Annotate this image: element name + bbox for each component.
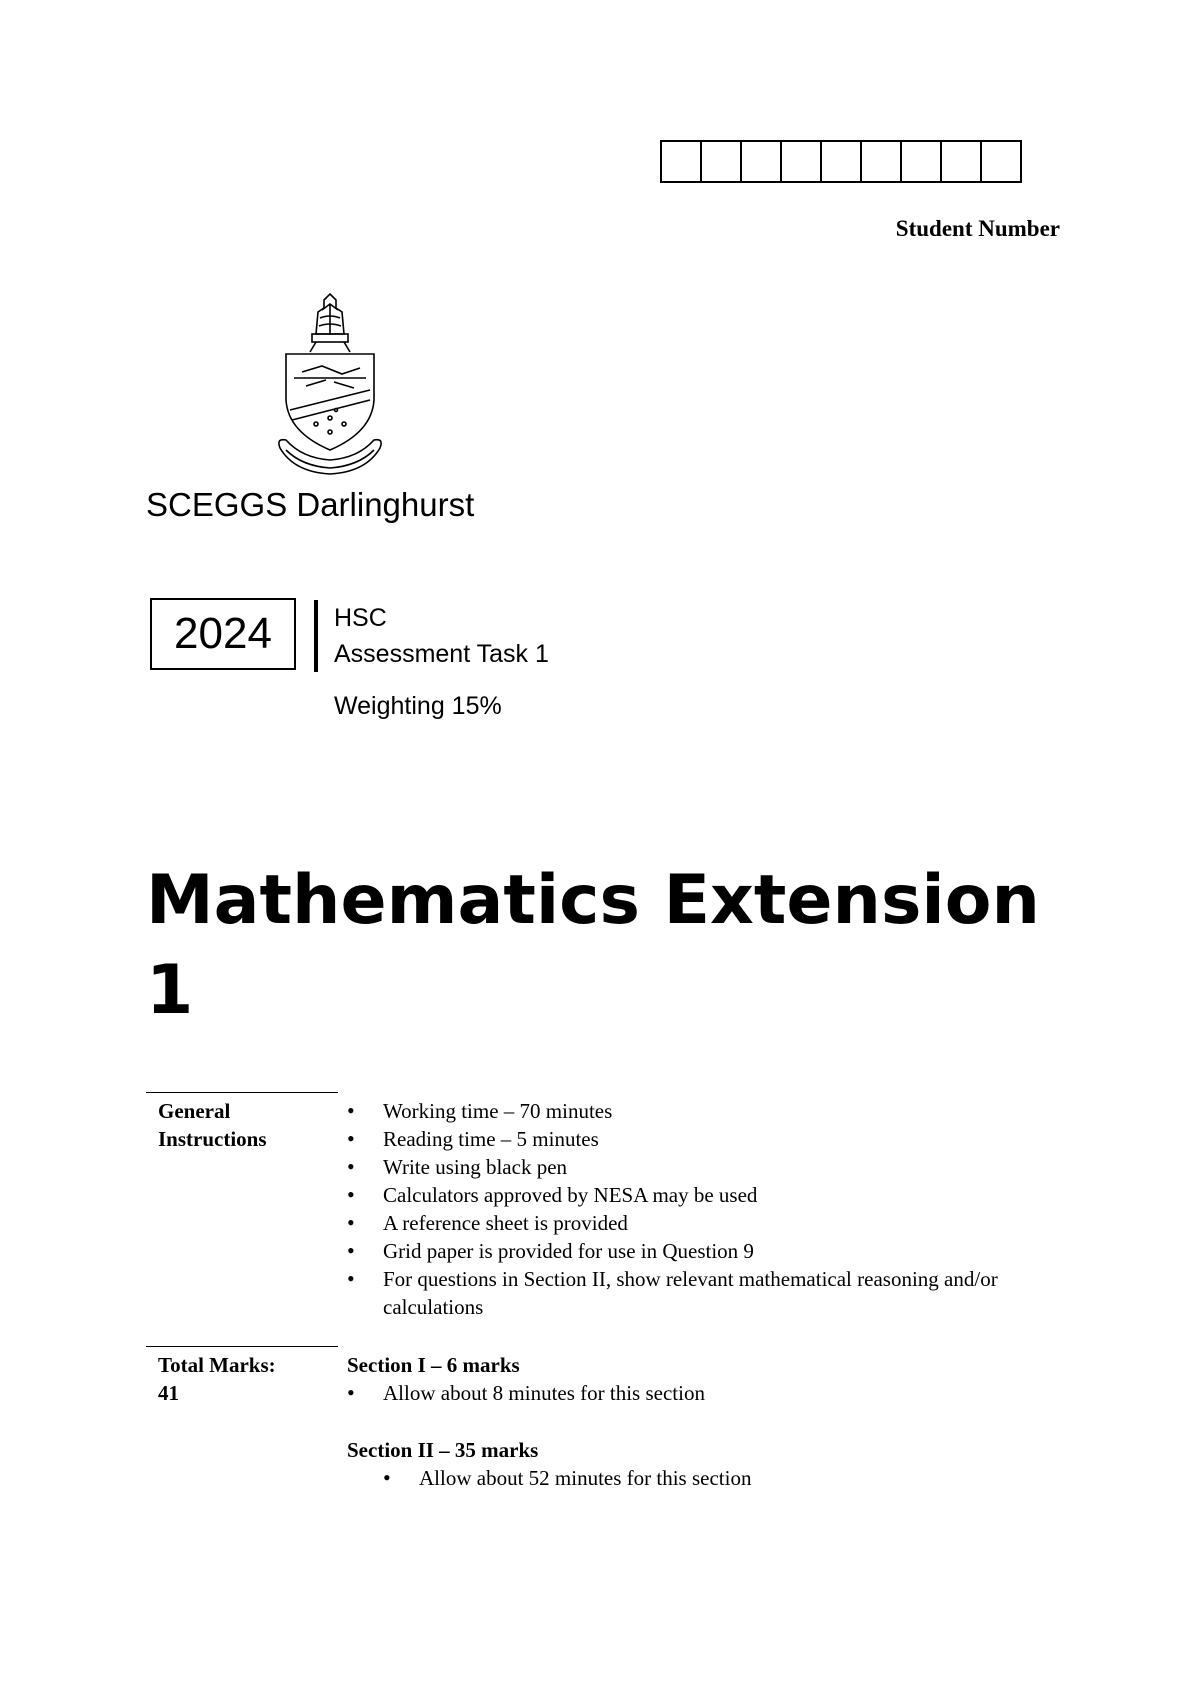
list-item: • Reading time – 5 minutes: [347, 1125, 1047, 1153]
student-number-boxes[interactable]: [660, 140, 1022, 183]
school-name: SCEGGS Darlinghurst: [146, 486, 475, 523]
list-item: • Working time – 70 minutes: [347, 1097, 1047, 1125]
total-marks-label: Total Marks:: [158, 1353, 276, 1377]
student-number-digit-box[interactable]: [940, 140, 982, 183]
student-number-digit-box[interactable]: [820, 140, 862, 183]
school-crest-logo: [272, 290, 388, 480]
student-number-digit-box[interactable]: [900, 140, 942, 183]
task-name: Assessment Task 1: [334, 640, 549, 668]
student-number-digit-box[interactable]: [740, 140, 782, 183]
task-type: HSC: [334, 604, 387, 632]
student-number-digit-box[interactable]: [660, 140, 702, 183]
student-number-label: Student Number: [895, 216, 1060, 241]
divider: [314, 600, 318, 672]
general-instructions-label: General Instructions: [158, 1099, 267, 1151]
task-weighting: Weighting 15%: [334, 692, 502, 720]
section-1-title: Section I – 6 marks: [347, 1353, 520, 1377]
list-item: • For questions in Section II, show relevant mathematical reasoning and/or calculations: [347, 1265, 1047, 1321]
list-item: • Allow about 52 minutes for this section: [383, 1464, 1043, 1492]
total-marks-value: 41: [158, 1381, 179, 1405]
year-box: 2024: [150, 598, 296, 670]
divider: [146, 1346, 338, 1347]
list-item: • Grid paper is provided for use in Question 9: [347, 1237, 1047, 1265]
subject-title: Mathematics Extension 1: [146, 861, 1040, 1030]
divider: [146, 1092, 338, 1093]
student-number-digit-box[interactable]: [980, 140, 1022, 183]
list-item: • Write using black pen: [347, 1153, 1047, 1181]
student-number-digit-box[interactable]: [700, 140, 742, 183]
section-2-list: [383, 1464, 1043, 1492]
list-item: • Allow about 8 minutes for this section: [347, 1379, 1047, 1407]
list-item: • Calculators approved by NESA may be used: [347, 1181, 1047, 1209]
student-number-digit-box[interactable]: [780, 140, 822, 183]
list-item: • A reference sheet is provided: [347, 1209, 1047, 1237]
general-instructions-list: [347, 1097, 1047, 1321]
section-1-list: [347, 1379, 1047, 1407]
section-2-title: Section II – 35 marks: [347, 1438, 539, 1462]
student-number-digit-box[interactable]: [860, 140, 902, 183]
